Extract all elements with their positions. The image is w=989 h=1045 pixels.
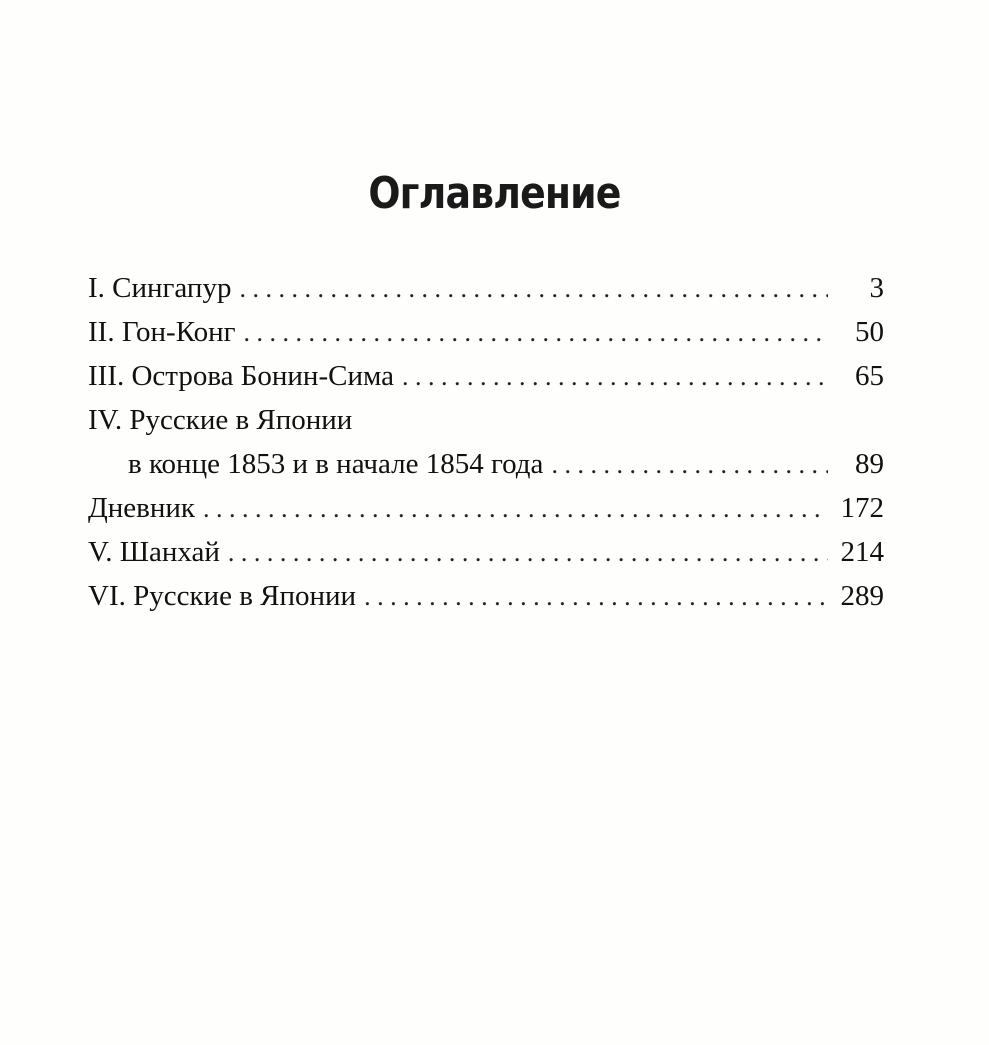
toc-entry-label: Дневник [88,492,195,524]
toc-entry-russians-in-japan-1 [88,398,884,442]
toc-entry-singapore [88,266,884,310]
toc-entry-label: II. Гон-Конг [88,316,236,348]
dot-leader [551,442,828,487]
table-of-contents [88,266,884,618]
toc-entry-label: V. Шанхай [88,536,220,568]
toc-entry-russians-in-japan-2 [88,574,884,618]
toc-entry-label-continued: в конце 1853 и в начале 1854 года [128,448,544,480]
toc-entry-page: 214 [840,536,884,568]
dot-leader [402,354,828,399]
page-title: Оглавление [368,168,621,219]
toc-entry-page: 172 [840,492,884,524]
toc-entry-russians-in-japan-1-continued [88,442,884,486]
toc-entry-page: 50 [855,316,884,348]
toc-entry-label: I. Сингапур [88,272,232,304]
dot-leader [239,266,828,311]
toc-entry-bonin-islands [88,354,884,398]
toc-entry-diary [88,486,884,530]
toc-entry-label: VI. Русские в Японии [88,580,357,612]
toc-entry-page: 289 [840,580,884,612]
toc-entry-hong-kong [88,310,884,354]
toc-entry-page: 3 [869,272,884,304]
toc-entry-page: 89 [855,448,884,480]
toc-entry-page: 65 [855,360,884,392]
dot-leader [364,574,828,619]
toc-entry-shanghai [88,530,884,574]
toc-entry-label: IV. Русские в Японии [88,404,353,436]
dot-leader [228,530,828,575]
dot-leader [244,310,828,355]
toc-entry-label: III. Острова Бонин-Сима [88,360,395,392]
dot-leader [203,486,828,531]
